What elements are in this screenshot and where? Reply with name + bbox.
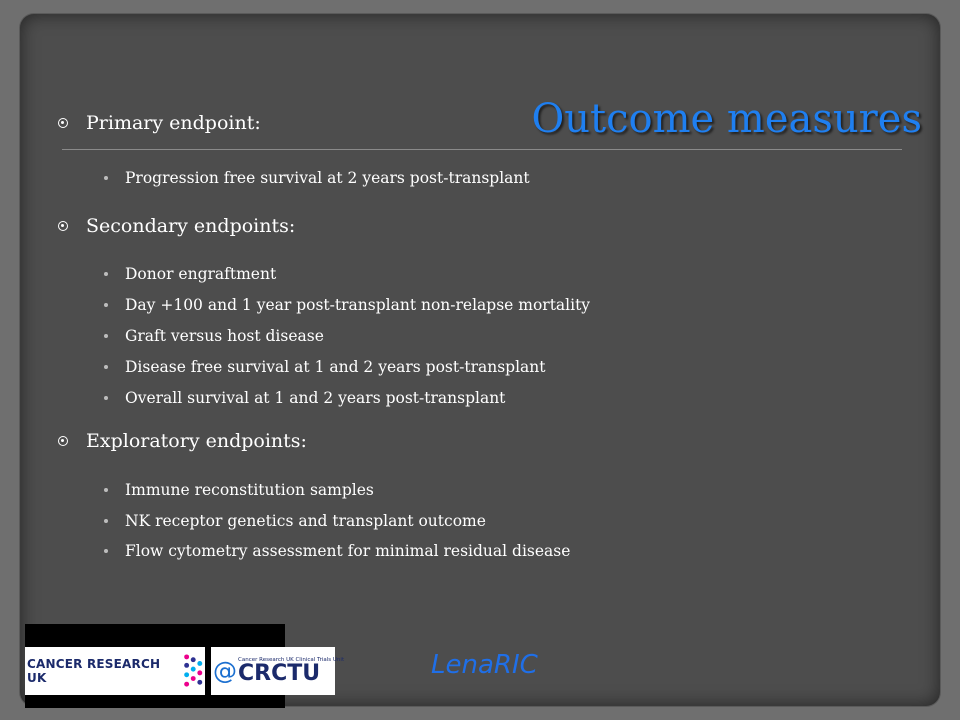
circle-bullet-icon bbox=[58, 221, 68, 231]
list-item bbox=[104, 265, 276, 283]
list-item-text: Flow cytometry assessment for minimal residual disease bbox=[125, 542, 571, 560]
title-divider bbox=[62, 149, 902, 150]
cruk-logo-text: CANCER RESEARCH UK bbox=[27, 657, 161, 685]
circle-bullet-icon bbox=[58, 118, 68, 128]
section-heading: Exploratory endpoints: bbox=[86, 430, 307, 452]
list-item bbox=[104, 358, 546, 376]
crctu-logo bbox=[211, 647, 345, 695]
slide-title: Outcome measures bbox=[531, 96, 922, 142]
section-heading: Primary endpoint: bbox=[86, 112, 261, 134]
exploratory-endpoints-heading bbox=[58, 430, 307, 452]
list-item-text: Day +100 and 1 year post-transplant non-relapse mortality bbox=[125, 296, 591, 314]
cancer-research-uk-logo bbox=[25, 647, 205, 695]
dot-bullet-icon bbox=[104, 488, 108, 492]
secondary-endpoints-heading bbox=[58, 215, 295, 237]
dot-bullet-icon bbox=[104, 176, 108, 180]
dot-bullet-icon bbox=[104, 519, 108, 523]
circle-bullet-icon bbox=[58, 436, 68, 446]
list-item-text: Donor engraftment bbox=[125, 265, 277, 283]
cruk-dots-icon bbox=[181, 651, 205, 691]
list-item bbox=[104, 296, 590, 314]
list-item-text: Graft versus host disease bbox=[125, 327, 324, 345]
dot-bullet-icon bbox=[104, 549, 108, 553]
list-item-text: Immune reconstitution samples bbox=[125, 481, 374, 499]
dot-bullet-icon bbox=[104, 334, 108, 338]
dot-bullet-icon bbox=[104, 396, 108, 400]
crctu-at-icon: @ bbox=[213, 657, 237, 685]
crctu-acronym: CRCTU bbox=[238, 661, 321, 686]
list-item bbox=[104, 169, 530, 187]
list-item-text: Disease free survival at 1 and 2 years post-transplant bbox=[125, 358, 546, 376]
list-item bbox=[104, 389, 505, 407]
dot-bullet-icon bbox=[104, 365, 108, 369]
dot-bullet-icon bbox=[104, 303, 108, 307]
trial-name: LenaRIC bbox=[431, 650, 538, 680]
primary-endpoint-heading bbox=[58, 112, 261, 134]
list-item bbox=[104, 542, 570, 560]
list-item bbox=[104, 512, 486, 530]
list-item-text: Progression free survival at 2 years post-transplant bbox=[125, 169, 530, 187]
section-heading: Secondary endpoints: bbox=[86, 215, 296, 237]
list-item-text: Overall survival at 1 and 2 years post-transplant bbox=[125, 389, 506, 407]
list-item bbox=[104, 327, 324, 345]
list-item bbox=[104, 481, 374, 499]
dot-bullet-icon bbox=[104, 272, 108, 276]
crctu-text-block bbox=[238, 657, 344, 685]
list-item-text: NK receptor genetics and transplant outcome bbox=[125, 512, 486, 530]
crctu-unit-name: Cancer Research UK Clinical Trials Unit bbox=[238, 657, 345, 663]
